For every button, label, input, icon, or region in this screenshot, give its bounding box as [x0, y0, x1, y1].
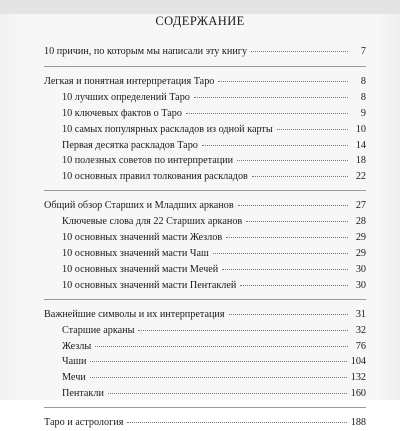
- page-number: 31: [355, 308, 366, 320]
- toc-subentry: [44, 153, 366, 169]
- entry-title: Первая десятка раскладов Таро: [62, 139, 198, 151]
- page-number: 14: [355, 139, 366, 151]
- dot-leader: [127, 422, 346, 423]
- page-number: 29: [355, 247, 366, 259]
- entry-title: Жезлы: [62, 340, 92, 352]
- dot-leader: [238, 205, 348, 206]
- dot-leader: [237, 160, 348, 161]
- dot-leader: [95, 346, 348, 347]
- dot-leader: [240, 285, 348, 286]
- toc-subentry: [44, 90, 366, 106]
- toc-subentry: [44, 214, 366, 230]
- page-number: 132: [350, 372, 366, 384]
- page-number: 188: [350, 417, 366, 429]
- dot-leader: [252, 176, 348, 177]
- toc-subentry: [44, 354, 366, 370]
- dot-leader: [194, 97, 348, 98]
- page-number: 7: [360, 46, 366, 57]
- entry-title: 10 полезных советов по интерпретации: [62, 155, 234, 167]
- toc-section: [44, 44, 366, 60]
- entry-title: 10 самых популярных раскладов из одной карты: [62, 123, 273, 135]
- toc-subentry: [44, 323, 366, 339]
- page-number: 22: [355, 171, 366, 183]
- page-number: 30: [355, 279, 366, 291]
- dot-leader: [202, 145, 348, 146]
- page-number: 8: [360, 91, 366, 103]
- dot-leader: [213, 253, 348, 254]
- dot-leader: [277, 129, 348, 130]
- page-number: 76: [355, 340, 366, 352]
- toc-subentry: [44, 370, 366, 386]
- entry-title: 10 основных значений масти Пентаклей: [62, 279, 237, 291]
- entry-title: Таро и астрология: [44, 417, 124, 429]
- toc-section-heading: [44, 307, 366, 323]
- dot-leader: [108, 393, 347, 394]
- page-number: 30: [355, 263, 366, 275]
- toc-subentry: [44, 246, 366, 262]
- toc-subentry: [44, 278, 366, 294]
- toc-section-heading: [44, 198, 366, 214]
- page-number: 10: [355, 123, 366, 135]
- toc-subentry: [44, 262, 366, 278]
- entry-title: Ключевые слова для 22 Старших арканов: [62, 216, 243, 228]
- section-divider: [44, 407, 366, 408]
- page-number: 8: [360, 75, 366, 87]
- toc-section: [44, 198, 366, 293]
- dot-leader: [246, 221, 348, 222]
- section-divider: [44, 299, 366, 300]
- entry-title: 10 основных значений масти Жезлов: [62, 232, 223, 244]
- dot-leader: [186, 113, 348, 114]
- entry-title: Важнейшие символы и их интерпретация: [44, 308, 225, 320]
- toc-subentry: [44, 138, 366, 154]
- toc-section-heading: [44, 415, 366, 431]
- dot-leader: [251, 51, 348, 52]
- entry-title: Мечи: [62, 372, 86, 384]
- entry-title: 10 лучших определений Таро: [62, 91, 190, 103]
- dot-leader: [138, 330, 348, 331]
- dot-leader: [90, 361, 346, 362]
- page-number: 28: [355, 216, 366, 228]
- dot-leader: [229, 314, 348, 315]
- toc-section: [44, 307, 366, 402]
- page-number: 32: [355, 324, 366, 336]
- toc-subentry: [44, 169, 366, 185]
- dot-leader: [222, 269, 348, 270]
- entry-title: 10 ключевых фактов о Таро: [62, 107, 182, 119]
- table-of-contents: [44, 44, 366, 431]
- page-number: 9: [360, 107, 366, 119]
- page-number: 104: [350, 356, 366, 368]
- toc-subentry: [44, 339, 366, 355]
- toc-section: [44, 415, 366, 431]
- toc-section-heading: [44, 44, 366, 60]
- toc-subentry: [44, 230, 366, 246]
- entry-title: 10 основных значений масти Чаш: [62, 247, 209, 259]
- page-title: СОДЕРЖАНИЕ: [155, 14, 245, 28]
- page-number: 27: [355, 200, 366, 212]
- dot-leader: [218, 81, 348, 82]
- toc-section-heading: [44, 74, 366, 90]
- page-top-edge: [0, 0, 400, 14]
- entry-title: Общий обзор Старших и Младших арканов: [44, 200, 234, 212]
- toc-section: [44, 74, 366, 185]
- page-number: 160: [350, 388, 366, 400]
- section-divider: [44, 190, 366, 191]
- section-divider: [44, 66, 366, 67]
- page-number: 29: [355, 232, 366, 244]
- entry-title: Легкая и понятная интерпретация Таро: [44, 75, 215, 87]
- entry-title: 10 основных значений масти Мечей: [62, 263, 219, 275]
- dot-leader: [90, 377, 347, 378]
- entry-title: 10 основных правил толкования раскладов: [62, 171, 248, 183]
- toc-subentry: [44, 122, 366, 138]
- toc-subentry: [44, 106, 366, 122]
- entry-title: Старшие арканы: [62, 324, 135, 336]
- page-number: 18: [355, 155, 366, 167]
- entry-title: Пентакли: [62, 388, 104, 400]
- entry-title: 10 причин, по которым мы написали эту книгу: [44, 46, 248, 57]
- entry-title: Чаши: [62, 356, 87, 368]
- dot-leader: [226, 237, 348, 238]
